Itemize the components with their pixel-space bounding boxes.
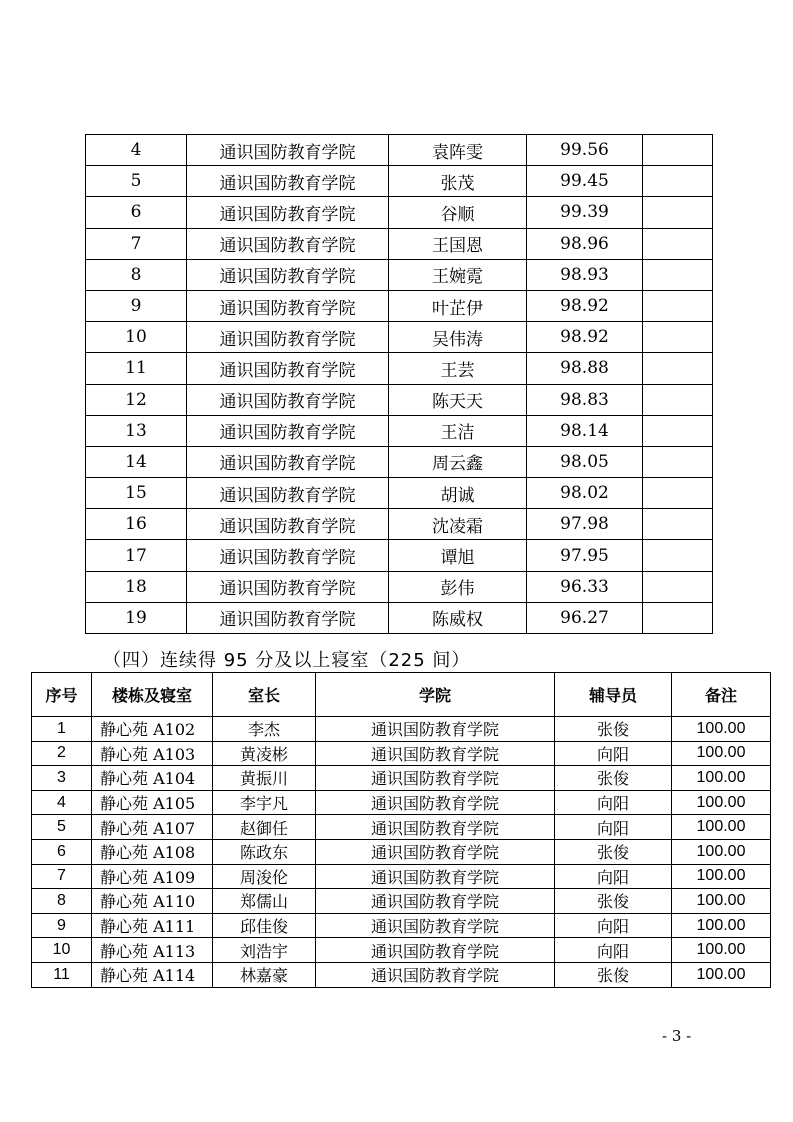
- cell-name: 陈威权: [389, 602, 527, 633]
- cell-score: 99.45: [527, 166, 643, 197]
- table-row: [86, 197, 713, 228]
- cell-index: 10: [86, 322, 187, 353]
- cell-index: 5: [32, 815, 92, 840]
- cell-room-leader: 黄振川: [213, 766, 316, 791]
- cell-room-leader: 李宇凡: [213, 790, 316, 815]
- cell-score: 98.92: [527, 290, 643, 321]
- cell-remark: 100.00: [672, 938, 771, 963]
- cell-building-room: 静心苑 A107: [92, 815, 213, 840]
- cell-remark: 100.00: [672, 913, 771, 938]
- cell-counselor: 向阳: [555, 815, 672, 840]
- cell-name: 沈凌霜: [389, 509, 527, 540]
- cell-score: 98.14: [527, 415, 643, 446]
- cell-room-leader: 赵御任: [213, 815, 316, 840]
- table-row: [86, 322, 713, 353]
- cell-remark: 100.00: [672, 741, 771, 766]
- table-row: [86, 228, 713, 259]
- cell-remark: [643, 322, 713, 353]
- cell-index: 6: [32, 839, 92, 864]
- cell-college: 通识国防教育学院: [187, 228, 389, 259]
- cell-index: 7: [86, 228, 187, 259]
- cell-score: 99.39: [527, 197, 643, 228]
- cell-name: 彭伟: [389, 571, 527, 602]
- cell-remark: 100.00: [672, 766, 771, 791]
- cell-index: 2: [32, 741, 92, 766]
- table-row: [86, 509, 713, 540]
- table-row: [32, 913, 771, 938]
- cell-college: 通识国防教育学院: [187, 415, 389, 446]
- cell-index: 11: [86, 353, 187, 384]
- cell-index: 15: [86, 478, 187, 509]
- cell-remark: 100.00: [672, 815, 771, 840]
- page-number: - 3 -: [662, 1027, 692, 1045]
- cell-score: 96.33: [527, 571, 643, 602]
- cell-score: 98.83: [527, 384, 643, 415]
- cell-remark: 100.00: [672, 790, 771, 815]
- cell-college: 通识国防教育学院: [316, 815, 555, 840]
- cell-building-room: 静心苑 A111: [92, 913, 213, 938]
- cell-building-room: 静心苑 A103: [92, 741, 213, 766]
- cell-room-leader: 李杰: [213, 717, 316, 742]
- table-row: [32, 815, 771, 840]
- cell-college: 通识国防教育学院: [187, 602, 389, 633]
- student-score-table: [85, 134, 713, 634]
- cell-remark: [643, 384, 713, 415]
- header-remark: 备注: [672, 673, 771, 717]
- cell-building-room: 静心苑 A105: [92, 790, 213, 815]
- cell-remark: 100.00: [672, 889, 771, 914]
- cell-college: 通识国防教育学院: [187, 446, 389, 477]
- cell-counselor: 向阳: [555, 741, 672, 766]
- cell-college: 通识国防教育学院: [316, 790, 555, 815]
- cell-counselor: 向阳: [555, 913, 672, 938]
- cell-remark: [643, 228, 713, 259]
- cell-college: 通识国防教育学院: [187, 384, 389, 415]
- cell-college: 通识国防教育学院: [187, 353, 389, 384]
- cell-counselor: 张俊: [555, 766, 672, 791]
- cell-room-leader: 邱佳俊: [213, 913, 316, 938]
- cell-college: 通识国防教育学院: [316, 766, 555, 791]
- cell-college: 通识国防教育学院: [187, 166, 389, 197]
- cell-index: 18: [86, 571, 187, 602]
- cell-name: 王婉霓: [389, 259, 527, 290]
- cell-index: 11: [32, 962, 92, 987]
- cell-name: 周云鑫: [389, 446, 527, 477]
- cell-college: 通识国防教育学院: [187, 259, 389, 290]
- table-row: [32, 962, 771, 987]
- cell-score: 99.56: [527, 135, 643, 166]
- table-row: [86, 259, 713, 290]
- cell-name: 胡诚: [389, 478, 527, 509]
- cell-counselor: 张俊: [555, 889, 672, 914]
- cell-college: 通识国防教育学院: [187, 509, 389, 540]
- cell-index: 7: [32, 864, 92, 889]
- cell-college: 通识国防教育学院: [316, 864, 555, 889]
- cell-index: 1: [32, 717, 92, 742]
- cell-college: 通识国防教育学院: [187, 197, 389, 228]
- cell-remark: [643, 259, 713, 290]
- cell-remark: [643, 602, 713, 633]
- cell-score: 98.02: [527, 478, 643, 509]
- cell-index: 4: [32, 790, 92, 815]
- cell-index: 10: [32, 938, 92, 963]
- cell-name: 吴伟涛: [389, 322, 527, 353]
- cell-remark: [643, 571, 713, 602]
- header-room-leader: 室长: [213, 673, 316, 717]
- cell-college: 通识国防教育学院: [187, 540, 389, 571]
- cell-name: 王洁: [389, 415, 527, 446]
- cell-building-room: 静心苑 A114: [92, 962, 213, 987]
- cell-index: 12: [86, 384, 187, 415]
- cell-index: 13: [86, 415, 187, 446]
- cell-name: 王芸: [389, 353, 527, 384]
- header-building-room: 楼栋及寝室: [92, 673, 213, 717]
- table-row: [86, 384, 713, 415]
- cell-room-leader: 林嘉豪: [213, 962, 316, 987]
- cell-score: 98.96: [527, 228, 643, 259]
- cell-score: 98.92: [527, 322, 643, 353]
- table-row: [32, 889, 771, 914]
- cell-index: 4: [86, 135, 187, 166]
- cell-room-leader: 郑儒山: [213, 889, 316, 914]
- cell-building-room: 静心苑 A113: [92, 938, 213, 963]
- cell-remark: [643, 509, 713, 540]
- cell-counselor: 向阳: [555, 938, 672, 963]
- header-college: 学院: [316, 673, 555, 717]
- cell-index: 3: [32, 766, 92, 791]
- table-row: [86, 415, 713, 446]
- table-row: [86, 446, 713, 477]
- cell-counselor: 张俊: [555, 839, 672, 864]
- cell-name: 王国恩: [389, 228, 527, 259]
- cell-index: 9: [32, 913, 92, 938]
- cell-index: 8: [32, 889, 92, 914]
- cell-name: 谭旭: [389, 540, 527, 571]
- cell-remark: [643, 478, 713, 509]
- table-row: [32, 839, 771, 864]
- table-row: [32, 864, 771, 889]
- cell-index: 14: [86, 446, 187, 477]
- cell-room-leader: 陈政东: [213, 839, 316, 864]
- cell-remark: [643, 135, 713, 166]
- cell-name: 袁阵雯: [389, 135, 527, 166]
- cell-building-room: 静心苑 A109: [92, 864, 213, 889]
- cell-remark: 100.00: [672, 839, 771, 864]
- cell-remark: 100.00: [672, 864, 771, 889]
- cell-college: 通识国防教育学院: [316, 938, 555, 963]
- table-row: [86, 290, 713, 321]
- table-row: [32, 741, 771, 766]
- section-heading-dorms: （四）连续得 95 分及以上寝室（225 间）: [103, 650, 471, 671]
- header-counselor: 辅导员: [555, 673, 672, 717]
- cell-college: 通识国防教育学院: [316, 913, 555, 938]
- table-row: [86, 571, 713, 602]
- cell-college: 通识国防教育学院: [316, 962, 555, 987]
- cell-index: 17: [86, 540, 187, 571]
- cell-counselor: 向阳: [555, 790, 672, 815]
- cell-college: 通识国防教育学院: [187, 290, 389, 321]
- cell-index: 5: [86, 166, 187, 197]
- table-row: [86, 166, 713, 197]
- cell-index: 6: [86, 197, 187, 228]
- cell-counselor: 向阳: [555, 864, 672, 889]
- cell-building-room: 静心苑 A104: [92, 766, 213, 791]
- table-row: [86, 353, 713, 384]
- table-row: [86, 602, 713, 633]
- cell-college: 通识国防教育学院: [316, 741, 555, 766]
- cell-score: 96.27: [527, 602, 643, 633]
- cell-remark: [643, 290, 713, 321]
- cell-counselor: 张俊: [555, 717, 672, 742]
- cell-score: 97.98: [527, 509, 643, 540]
- cell-index: 8: [86, 259, 187, 290]
- cell-remark: 100.00: [672, 717, 771, 742]
- cell-room-leader: 黄凌彬: [213, 741, 316, 766]
- cell-college: 通识国防教育学院: [187, 478, 389, 509]
- table-row: [32, 790, 771, 815]
- header-index: 序号: [32, 673, 92, 717]
- cell-name: 张茂: [389, 166, 527, 197]
- cell-building-room: 静心苑 A110: [92, 889, 213, 914]
- cell-score: 98.93: [527, 259, 643, 290]
- table-row: [86, 135, 713, 166]
- cell-remark: [643, 446, 713, 477]
- cell-score: 98.88: [527, 353, 643, 384]
- cell-score: 97.95: [527, 540, 643, 571]
- cell-room-leader: 周浚伦: [213, 864, 316, 889]
- cell-name: 叶芷伊: [389, 290, 527, 321]
- cell-name: 谷顺: [389, 197, 527, 228]
- cell-college: 通识国防教育学院: [316, 839, 555, 864]
- cell-room-leader: 刘浩宇: [213, 938, 316, 963]
- cell-college: 通识国防教育学院: [316, 889, 555, 914]
- table-row: [86, 478, 713, 509]
- cell-remark: [643, 415, 713, 446]
- cell-remark: [643, 540, 713, 571]
- cell-college: 通识国防教育学院: [187, 322, 389, 353]
- table-row: [32, 717, 771, 742]
- dorm-score-table: [31, 672, 771, 988]
- cell-building-room: 静心苑 A102: [92, 717, 213, 742]
- cell-remark: 100.00: [672, 962, 771, 987]
- cell-counselor: 张俊: [555, 962, 672, 987]
- cell-name: 陈天天: [389, 384, 527, 415]
- table-header-row: [32, 673, 771, 717]
- table-row: [86, 540, 713, 571]
- table-row: [32, 938, 771, 963]
- cell-college: 通识国防教育学院: [187, 135, 389, 166]
- cell-remark: [643, 197, 713, 228]
- cell-college: 通识国防教育学院: [187, 571, 389, 602]
- cell-index: 16: [86, 509, 187, 540]
- cell-index: 9: [86, 290, 187, 321]
- cell-remark: [643, 166, 713, 197]
- cell-college: 通识国防教育学院: [316, 717, 555, 742]
- cell-score: 98.05: [527, 446, 643, 477]
- table-row: [32, 766, 771, 791]
- cell-building-room: 静心苑 A108: [92, 839, 213, 864]
- cell-index: 19: [86, 602, 187, 633]
- cell-remark: [643, 353, 713, 384]
